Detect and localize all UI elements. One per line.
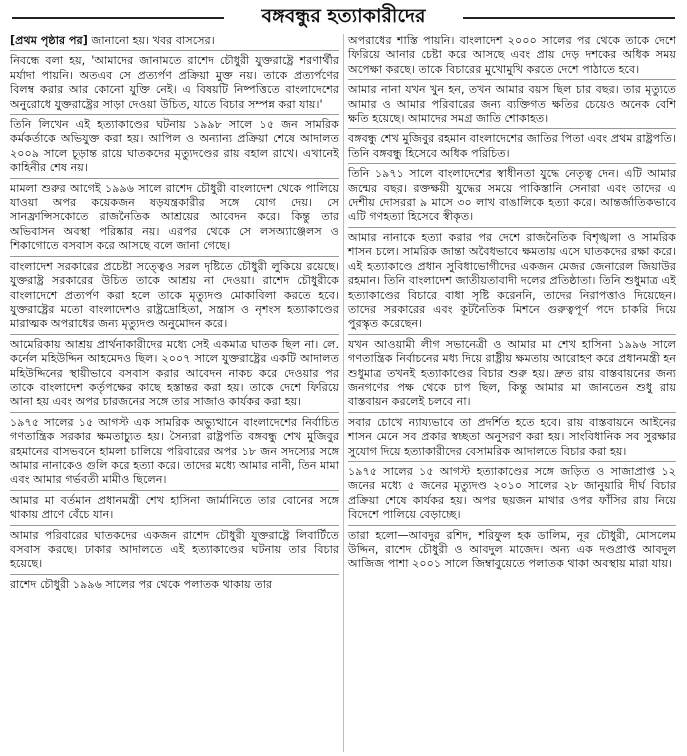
- paragraph: যখন আওয়ামী লীগ সভানেত্রী ও আমার মা শেখ হাসিনা ১৯৯৬ সালে গণতান্ত্রিক নির্বাচনের মধ্য দিয়ে রাষ্ট্রীয় ক্ষমতায় আরোহণ করে প্রধানমন্ত্রী হন শুধুমাত্র তখনই হত্যাকাণ্ডের বিচার শুরু হয়। দ্রুত রায় বাস্তবায়নের জন্য জনগণের পক্ষ থেকে চাপ ছিল, কিন্তু আমার মা জানতেন শুধু রায় বাস্তবায়ন করলেই চলবে না।: [348, 338, 676, 413]
- paragraph: তিনি ১৯৭১ সালে বাংলাদেশের স্বাধীনতা যুদ্ধে নেতৃত্ব দেন। এটি আমার জন্মের বছর। রক্তক্ষয়ী যুদ্ধের সময়ে পাকিস্তানি সেনারা এবং তাদের এ দেশীয় দোসররা ৯ মাসে ৩০ লাখ বাঙালিকে হত্যা করে। আন্তর্জাতিকভাবে এটি গণহত্যা হিসেবে স্বীকৃত।: [348, 167, 676, 228]
- paragraph: আমার নানাকে হত্যা করার পর দেশে রাজনৈতিক বিশৃঙ্খলা ও সামরিক শাসন চলে। সামরিক জান্তা অবৈধভাবে ক্ষমতায় এসে ঘাতকদের রক্ষা করে। এই হত্যাকাণ্ডে প্রধান সুবিধাভোগীদের একজন মেজর জেনারেল জিয়াউর রহমান। তিনি বাংলাদেশ জাতীয়তাবাদী দলের প্রতিষ্ঠাতা। তিনি শুধুমাত্র এই হত্যাকাণ্ডের বিচারে বাধা সৃষ্টি করেননি, তাদের নিরাপত্তাও দিয়েছেন। তাদের সরকারের এবং কূটনৈতিক মিশনে গুরুত্বপূর্ণ পদে চাকরি দিয়ে পুরস্কৃত করেছেন।: [348, 231, 676, 335]
- paragraph: আমার মা বর্তমান প্রধানমন্ত্রী শেখ হাসিনা জার্মানিতে তার বোনের সঙ্গে থাকায় প্রাণে বেঁচে যান।: [10, 494, 339, 526]
- paragraph: [10, 34, 339, 51]
- headline-row: [6, 0, 681, 34]
- paragraph: তারা হলো—আবদুর রশিদ, শরিফুল হক ডালিম, নূর চৌধুরী, মোসলেম উদ্দিন, রাশেদ চৌধুরী ও আবদুল মাজেদ। অন্য এক দণ্ডপ্রাপ্ত আবদুল আজিজ পাশা ২০০১ সালে জিম্বাবুয়েতে পলাতক থাকা অবস্থায় মারা যায়।: [348, 528, 676, 571]
- article-columns: [6, 34, 681, 752]
- paragraph: বঙ্গবন্ধু শেখ মুজিবুর রহমান বাংলাদেশের জাতির পিতা এবং প্রথম রাষ্ট্রপতি। তিনি বঙ্গবন্ধু হিসেবে অধিক পরিচিত।: [348, 132, 676, 164]
- paragraph: মামলা শুরুর আগেই ১৯৯৬ সালে রাশেদ চৌধুরী বাংলাদেশ থেকে পালিয়ে যাওয়া অপর কয়েকজন ষড়যন্ত্রকারীর সঙ্গে যোগ দেয়। সে সানফ্রান্সিসকোতে রাজনৈতিক আশ্রয়ের আবেদন করে। কিন্তু তার অভিবাসন অবস্থা পরিষ্কার নয়। এরপর থেকে সে লসঅ্যাঞ্জেলস ও শিকাগোতে বসবাস করে আসছে বলে জানা গেছে।: [10, 182, 339, 257]
- paragraph: ১৯৭৫ সালের ১৫ আগস্ট এক সামরিক অভ্যুত্থানে বাংলাদেশের নির্বাচিত গণতান্ত্রিক সরকার ক্ষমতাচ্যুত হয়। সৈন্যরা রাষ্ট্রপতি বঙ্গবন্ধু শেখ মুজিবুর রহমানের বাসভবনে হামলা চালিয়ে পরিবারের অপর ১৮ জন সদস্যের সঙ্গে আমার নানাকেও গুলি করে হত্যা করে। তাদের মধ্যে আমার নানী, তিন মামা এবং আমার গর্ভবতী মামীও ছিলেন।: [10, 416, 339, 491]
- paragraph: রাশেদ চৌধুরী ১৯৯৬ সালের পর থেকে পলাতক থাকায় তার: [10, 577, 273, 591]
- paragraph: সবার চোখে ন্যায্যভাবে তা প্রদর্শিত হতে হবে। রায় বাস্তবায়নে আইনের শাসন মেনে সব প্রকার স্বচ্ছতা অনুসরণ করা হয়। সাংবিধানিক সব সুরক্ষার সুযোগ দিয়ে হত্যাকারীদের বেসামরিক আদালতে বিচার করা হয়।: [348, 416, 676, 462]
- left-column: [6, 34, 343, 752]
- paragraph: বাংলাদেশ সরকারের প্রচেষ্টা সত্ত্বেও সরল দৃষ্টিতে চৌধুরী লুকিয়ে রয়েছে। যুক্তরাষ্ট্র সরকারের উচিত তাকে আশ্রয় না দেওয়া। রাশেদ চৌধুরীকে বাংলাদেশে প্রত্যর্পণ করা হলে তাকে মৃত্যুদণ্ড মোকাবিলা করতে হবে। যুক্তরাষ্ট্রের মতো বাংলাদেশও রাষ্ট্রদ্রোহিতা, সন্ত্রাস ও নৃশংস হত্যাকাণ্ডের মারাত্মক অপরাধের জন্য মৃত্যুদণ্ড অনুমোদন করে।: [10, 260, 339, 335]
- paragraph: আমেরিকায় আশ্রয় প্রার্থনাকারীদের মধ্যে সেই একমাত্র ঘাতক ছিল না। লে. কর্নেল মহিউদ্দিন আহমেদও ছিল। ২০০৭ সালে যুক্তরাষ্ট্রের একটি আদালত মহিউদ্দিনের স্থায়ীভাবে বসবাস করার আবেদন নাকচ করে দেওয়ার পর তাকে বাংলাদেশ কর্তৃপক্ষের কাছে হস্তান্তর করা হয়। তাকে দেশে ফিরিয়ে আনা হয় এবং অপর চারজনের সঙ্গে তার সাজাও কার্যকর করা হয়।: [10, 338, 339, 413]
- continuation-tag: [প্রথম পৃষ্ঠার পর]: [10, 34, 88, 47]
- paragraph: আমার পরিবারের ঘাতকদের একজন রাশেদ চৌধুরী যুক্তরাষ্ট্রে লিবার্টিতে বসবাস করছে। ঢাকার আদালতে এই হত্যাকাণ্ডের ঘটনায় তার বিচার হয়েছে।: [10, 529, 339, 575]
- paragraph: আমার নানা যখন খুন হন, তখন আমার বয়স ছিল চার বছর। তার মৃত্যুতে আমার ও আমার পরিবারের জন্য ব্যক্তিগত ক্ষতির চেয়েও অনেক বেশি ক্ষতি হয়েছে। আমাদের সমগ্র জাতি শোকাহত।: [348, 83, 676, 129]
- paragraph: নিবন্ধে বলা হয়, 'আমাদের জানামতে রাশেদ চৌধুরী যুক্তরাষ্ট্রে শরণার্থীর মর্যাদা পায়নি। অতএব সে প্রত্যর্পণ প্রক্রিয়া মুক্ত নয়। তাকে প্রত্যর্পণের বিলম্ব করার আর কোনো যুক্তি নেই। এ বিষয়টি নিষ্পত্তিতে বাংলাদেশের অনুরোধে যুক্তরাষ্ট্রের সাড়া দেওয়া উচিত, যাতে বিচার সম্পন্ন করা যায়।': [10, 54, 339, 115]
- paragraph: অপরাধের শাস্তি পায়নি। বাংলাদেশ ২০০০ সালের পর থেকে তাকে দেশে ফিরিয়ে আনার চেষ্টা করে আসছে এবং প্রায় দেড় দশকের অধিক সময় অপেক্ষা করছে। তাকে বিচারের মুখোমুখি করতে দেশে পাঠাতে হবে।: [348, 34, 676, 80]
- paragraph: ১৯৭৫ সালের ১৫ আগস্ট হত্যাকাণ্ডের সঙ্গে জড়িত ও সাজাপ্রাপ্ত ১২ জনের মধ্যে ৫ জনের মৃত্যুদণ্ড ২০১০ সালের ২৮ জানুয়ারি দীর্ঘ বিচার প্রক্রিয়া শেষে কার্যকর হয়। অপর ছয়জন মাথার ওপর ফাঁসির রায় নিয়ে বিদেশে পালিয়ে বেড়াচ্ছে।: [348, 465, 676, 526]
- headline: [6, 3, 681, 29]
- paragraph: তিনি লিখেন এই হত্যাকাণ্ডের ঘটনায় ১৯৯৮ সালে ১৫ জন সামরিক কর্মকর্তাকে অভিযুক্ত করা হয়। আপিল ও অন্যান্য প্রক্রিয়া শেষে আদালত ২০০৯ সালে চূড়ান্ত রায়ে ঘাতকদের মৃত্যুদণ্ডের রায় বহাল রাখে। এখানেই কাহিনীর শেষ নয়।: [10, 118, 339, 179]
- headline-text: বঙ্গবন্ধুর হত্যাকারীদের: [254, 5, 434, 27]
- right-column: [343, 34, 680, 752]
- paragraph-text: জানানো হয়। খবর বাসসের।: [91, 34, 215, 47]
